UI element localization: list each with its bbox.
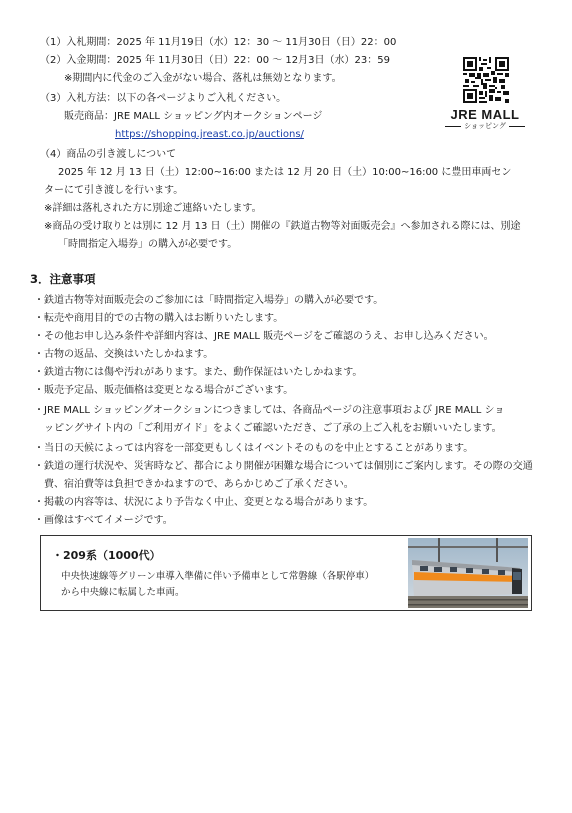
notice-item: ・掲載の内容等は、状況により予告なく中止、変更となる場合があります。: [34, 497, 374, 508]
auction-info-line: ※詳細は落札された方に別途ご連絡いたします。: [44, 203, 262, 214]
brand-name: JRE MALL: [450, 107, 520, 122]
notice-item: ・鉄道の運行状況や、災害時など、都合により開催が困難な場合については個別にご案内します。その際の交通: [34, 461, 533, 472]
notice-item: ・画像はすべてイメージです。: [34, 515, 173, 526]
auction-info-line: ※期間内に代金のご入金がない場合、落札は無効となります。: [64, 73, 342, 84]
auction-info-line: 2025 年 12 月 13 日（土）12:00~16:00 または 12 月 20 日（土）10:00~16:00 に豊田車両セン: [58, 167, 512, 178]
auction-info-line: （4）商品の引き渡しについて: [40, 149, 177, 160]
auction-info-line: 「時間指定入場券」の購入が必要です。: [58, 239, 238, 250]
product-desc-line-2: から中央線に転属した車両。: [61, 587, 185, 598]
section3-heading: 3．注意事項: [30, 272, 96, 286]
product-desc-line-1: 中央快速線等グリーン車導入準備に伴い予備車として常磐線（各駅停車）: [61, 571, 375, 582]
notice-item: ・鉄道古物等対面販売会のご参加には「時間指定入場券」の購入が必要です。: [34, 295, 384, 306]
product-title: ・209系（1000代）: [52, 549, 161, 562]
notice-item: ・鉄道古物には傷や汚れがあります。また、動作保証はいたしかねます。: [34, 367, 363, 378]
notice-item: ・販売予定品、販売価格は変更となる場合がございます。: [34, 385, 294, 396]
brand-sub: [437, 122, 533, 131]
auction-info-line: （3）入札方法：以下の各ページよりご入札ください。: [40, 93, 287, 104]
notice-item: ・当日の天候によっては内容を一部変更もしくはイベントそのものを中止とすることがあります。: [34, 443, 474, 454]
auction-info-line: 販売商品：JRE MALL ショッピング内オークションページ: [64, 111, 323, 122]
brand-sub-label: ショッピング: [464, 122, 506, 130]
auction-info-line: ※商品の受け取りとは別に 12 月 13 日（土）開催の『鉄道古物等対面販売会』へ参加される際には、別途: [44, 221, 521, 232]
notice-item: ・古物の返品、交換はいたしかねます。: [34, 349, 214, 360]
auction-info-line: ターにて引き渡しを行います。: [44, 185, 184, 196]
notice-item: ッピングサイト内の「ご利用ガイド」をよくご確認いただき、ご了承の上ご入札をお願いいたします。: [44, 423, 502, 434]
notice-item: ・転売や商用目的での古物の購入はお断りいたします。: [34, 313, 284, 324]
train-photo: [408, 538, 528, 608]
jre-mall-logo: [437, 108, 533, 131]
auction-page-link[interactable]: https://shopping.jreast.co.jp/auctions/: [115, 129, 304, 140]
notice-item: 費、宿泊費等は負担できかねますので、あらかじめご了承ください。: [44, 479, 354, 490]
qr-code[interactable]: [463, 57, 509, 103]
notice-item: ・その他お申し込み条件や詳細内容は、JRE MALL 販売ページをご確認のうえ、お申し込みください。: [34, 331, 494, 342]
auction-info-line: （2）入金期間：2025 年 11月30日（日）22：00 ～ 12月3日（水）23：59: [40, 55, 390, 66]
notice-item: ・JRE MALL ショッピングオークションにつきましては、各商品ページの注意事項および JRE MALL ショ: [34, 405, 505, 416]
auction-info-line: （1）入札期間：2025 年 11月19日（水）12：30 ～ 11月30日（日）22：00: [40, 37, 397, 48]
